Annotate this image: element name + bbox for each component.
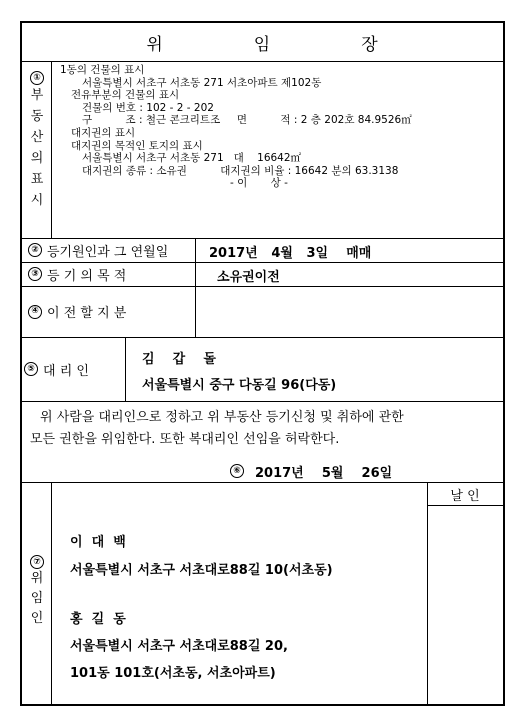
registration-purpose-value: 소유권이전: [217, 270, 280, 285]
section-number: ②: [28, 243, 42, 257]
property-line: 전유부분의 건물의 표시: [71, 89, 180, 102]
row-divider: [22, 337, 503, 338]
delegation-date: [230, 461, 392, 481]
label-char: 위: [30, 571, 44, 586]
document-title: [22, 23, 503, 61]
label-char: 부: [30, 88, 44, 103]
label-char: 시: [30, 193, 44, 208]
title-char: 임: [253, 34, 272, 55]
agent-address: 서울특별시 중구 다동길 96(다동): [142, 378, 337, 393]
section-number: ③: [28, 267, 42, 281]
col-divider: [51, 61, 52, 238]
label-text: 이 전 할 지 분: [47, 306, 127, 321]
label-char: 임: [30, 591, 44, 606]
property-line: 서울특별시 서초구 서초동 271 대 16642㎡: [82, 152, 302, 165]
row-divider: [22, 61, 503, 62]
label-char: 의: [30, 151, 44, 166]
agent-name: 김 갑 돌: [142, 352, 216, 367]
delegation-line: 위 사람을 대리인으로 정하고 위 부동산 등기신청 및 취하에 관한: [40, 410, 404, 425]
col-divider: [195, 238, 196, 337]
property-line: 대지권의 목적인 토지의 표시: [71, 139, 203, 152]
property-section-label: [26, 71, 48, 211]
property-description: [60, 64, 412, 190]
col-divider: [427, 482, 428, 704]
label-text: 대 리 인: [43, 363, 89, 379]
delegator-address: 서울특별시 서초구 서초대로88길 10(서초동): [70, 563, 333, 578]
row-divider: [22, 401, 503, 402]
section-number: ⑦: [30, 555, 44, 569]
label-char: 표: [30, 172, 44, 187]
registration-purpose-label: [28, 262, 126, 286]
property-line-end: - 이 상 -: [230, 177, 288, 190]
delegator-address-line2: 101동 101호(서초동, 서초아파트): [70, 666, 276, 681]
delegator-name: 이 대 백: [70, 535, 126, 550]
delegator-name: 홍 길 동: [70, 612, 126, 627]
seal-header-divider: [427, 505, 503, 506]
property-line: 서울특별시 서초구 서초동 271 서초아파트 제102동: [82, 76, 322, 89]
delegation-line: 모든 권한을 위임한다. 또한 복대리인 선임을 허락한다.: [30, 432, 340, 447]
property-line: 대지권의 표시: [71, 126, 136, 139]
registration-cause-value: 2017년 4월 3일 매매: [209, 246, 372, 261]
section-number: ④: [28, 305, 42, 319]
delegators-section-label: [26, 555, 48, 629]
delegation-statement: [30, 407, 404, 451]
delegator-address: 서울특별시 서초구 서초대로88길 20,: [70, 639, 288, 654]
section-number: ①: [30, 71, 44, 85]
label-text: 등기원인과 그 연월일: [47, 244, 169, 260]
title-char: 장: [361, 34, 379, 55]
agent-label: [24, 337, 89, 401]
property-line: 구 조 : 철근 콘크리트조 면 적 : 2 층 202호 84.9526㎡: [82, 114, 412, 127]
label-char: 산: [30, 130, 44, 145]
property-line: 1동의 건물의 표시: [60, 64, 145, 76]
delegation-date-value: 2017년 5월 26일: [255, 465, 393, 481]
label-char: 동: [30, 109, 44, 124]
registration-cause-label: [28, 238, 168, 262]
section-number: ⑥: [230, 464, 244, 478]
property-line: 대지권의 종류 : 소유권 대지권의 비율 : 16642 분의 63.3138: [82, 164, 399, 177]
power-of-attorney-form: [20, 21, 505, 706]
label-char: 인: [30, 611, 44, 626]
col-divider: [51, 482, 52, 704]
label-text: 등 기 의 목 적: [47, 268, 127, 284]
row-divider: [22, 482, 503, 483]
property-line: 건물의 번호 : 102 - 2 - 202: [82, 101, 214, 114]
transfer-share-label: [28, 286, 126, 337]
seal-column-header: 날 인: [450, 488, 480, 504]
col-divider: [125, 337, 126, 401]
section-number: ⑤: [24, 362, 38, 376]
title-char: 위: [146, 34, 164, 55]
